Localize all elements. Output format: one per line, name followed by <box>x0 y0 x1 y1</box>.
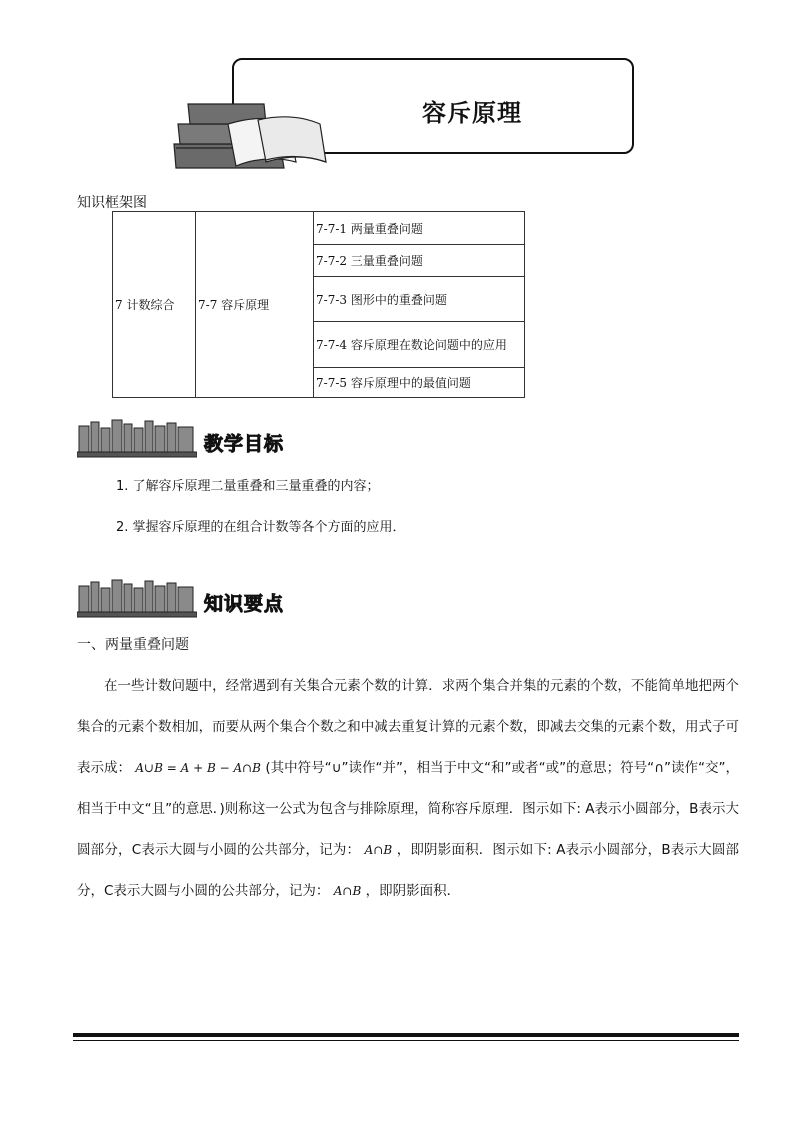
framework-table <box>112 211 525 398</box>
paragraph-text: ，即阴影面积．图示如下: <box>396 842 552 858</box>
goal-item: 1. 了解容斥原理二量重叠和三量重叠的内容； <box>116 479 380 494</box>
books-icon <box>170 100 330 175</box>
footer-rule-thin <box>73 1040 739 1041</box>
footer-rule <box>73 1033 739 1037</box>
framework-topic: 7-7-1 两量重叠问题 <box>314 212 525 245</box>
framework-topic: 7-7-5 容斥原理中的最值问题 <box>314 368 525 398</box>
intersection-notation: A∩B <box>333 884 362 898</box>
bookshelf-banner-icon <box>77 418 197 460</box>
paragraph-text: (其中符号“∪”读作“并”，相当于中文“和”或者“或”的意思；符号“∩”读作“交”，相当于中文“且”的意思．)则称这一公式为包含与排除原理，简称容斥原理．图示如下: <box>77 760 740 817</box>
bookshelf-banner-icon <box>77 578 197 620</box>
framework-topic: 7-7-3 图形中的重叠问题 <box>314 277 525 322</box>
paragraph-text: A表示小圆部分，B表示大圆部分，C表示大圆与小圆的公共部分，记为： <box>77 801 740 858</box>
goal-item: 2. 掌握容斥原理的在组合计数等各个方面的应用． <box>116 520 406 535</box>
intersection-notation: A∩B <box>364 843 393 857</box>
paragraph-text: A表示小圆部分，B表示大圆部分，C表示大圆与小圆的公共部分，记为： <box>77 842 740 899</box>
framework-level2: 7-7 容斥原理 <box>196 212 314 398</box>
paragraph-text: ，即阴影面积． <box>365 883 461 899</box>
framework-topic: 7-7-4 容斥原理在数论问题中的应用 <box>314 322 525 368</box>
section-title-goals: 教学目标 <box>204 433 285 455</box>
framework-label: 知识框架图 <box>77 195 147 211</box>
subsection-heading: 一、两量重叠问题 <box>77 637 189 653</box>
framework-topic: 7-7-2 三量重叠问题 <box>314 245 525 277</box>
paragraph-text: 在一些计数问题中，经常遇到有关集合元素个数的计算．求两个集合并集的元素的个数，不能简单地把两个集合的元素个数相加，而要从两个集合个数之和中减去重复计算的元素个数，即减去交集的元素个数，用式子可表示成： <box>77 678 739 776</box>
page-title: 容斥原理 <box>422 99 522 127</box>
framework-level1: 7 计数综合 <box>113 212 196 398</box>
inclusion-exclusion-formula: A∪B = A + B − A∩B <box>135 761 261 775</box>
section-title-knowledge: 知识要点 <box>204 593 285 615</box>
body-paragraph <box>77 666 739 912</box>
